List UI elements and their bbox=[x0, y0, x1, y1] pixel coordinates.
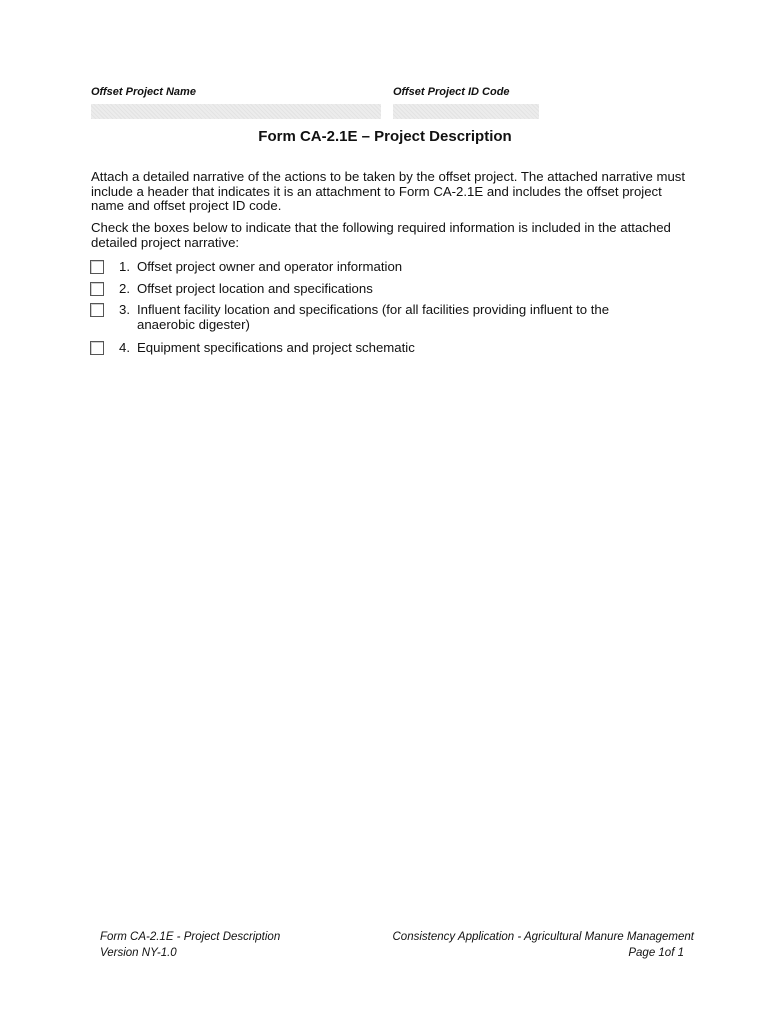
checklist-number-1: 1. bbox=[119, 259, 130, 274]
form-title: Form CA-2.1E – Project Description bbox=[258, 128, 512, 145]
checkbox-3[interactable] bbox=[90, 303, 104, 317]
checklist-number-2: 2. bbox=[119, 281, 130, 296]
checkbox-1[interactable] bbox=[90, 260, 104, 274]
footer-form-name: Form CA-2.1E - Project Description bbox=[100, 931, 281, 943]
checklist-instructions: Check the boxes below to indicate that the following required information is included in the attached detailed project narrative: bbox=[91, 220, 671, 250]
checklist-text-3: Influent facility location and specifications (for all facilities providing influent to the anaerobic digester) bbox=[137, 302, 610, 332]
project-id-label: Offset Project ID Code bbox=[393, 86, 510, 98]
checkbox-2[interactable] bbox=[90, 282, 104, 296]
footer-version: Version NY-1.0 bbox=[100, 947, 177, 959]
instructions-paragraph: Attach a detailed narrative of the actions to be taken by the offset project. The attached narrative must include a header that indicates it is an attachment to Form CA-2.1E and includes the offset project name and offset project ID code. bbox=[91, 169, 686, 213]
footer-application-name: Consistency Application - Agricultural Manure Management bbox=[392, 931, 694, 943]
checklist-number-4: 4. bbox=[119, 340, 130, 355]
checkbox-4[interactable] bbox=[90, 341, 104, 355]
project-name-input[interactable] bbox=[91, 104, 381, 119]
checklist-number-3: 3. bbox=[119, 302, 130, 317]
project-name-label: Offset Project Name bbox=[91, 86, 196, 98]
footer-page-number: Page 1of 1 bbox=[628, 947, 684, 959]
project-id-input[interactable] bbox=[393, 104, 539, 119]
checklist-text-2: Offset project location and specifications bbox=[137, 281, 373, 296]
checklist-text-4: Equipment specifications and project schematic bbox=[137, 340, 415, 355]
checklist-text-1: Offset project owner and operator information bbox=[137, 259, 403, 274]
